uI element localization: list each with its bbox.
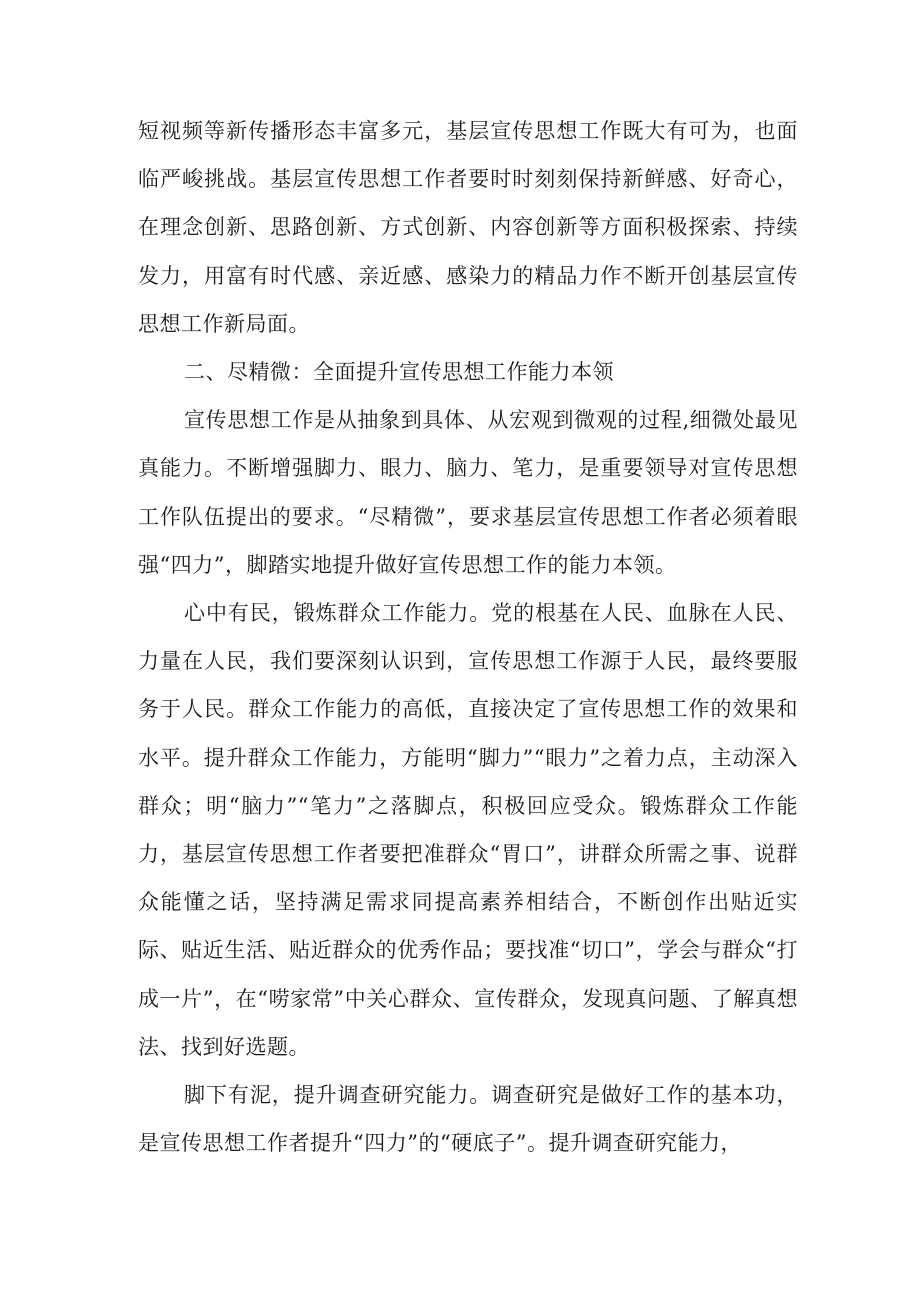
paragraph-precision: 宣传思想工作是从抽象到具体、从宏观到微观的过程,细微处最见真能力。不断增强脚力、眼力、脑力、笔力，是重要领导对宣传思想工作队伍提出的要求。“尽精微”，要求基层宣传思想工作者必须着眼强“四力”，脚踏实地提升做好宣传思想工作的能力本领。 bbox=[138, 408, 798, 577]
document-page bbox=[138, 107, 798, 1167]
paragraph-research: 脚下有泥，提升调查研究能力。调查研究是做好工作的基本功，是宣传思想工作者提升“四力”的“硬底子”。提升调查研究能力， bbox=[138, 1083, 798, 1156]
paragraph-intro-continued: 短视频等新传播形态丰富多元，基层宣传思想工作既大有可为，也面临严峻挑战。基层宣传思想工作者要时时刻刻保持新鲜感、好奇心，在理念创新、思路创新、方式创新、内容创新等方面积极探索、持续发力，用富有时代感、亲近感、感染力的精品力作不断开创基层宣传思想工作新局面。 bbox=[138, 119, 798, 336]
paragraph-mass-work: 心中有民，锻炼群众工作能力。党的根基在人民、血脉在人民、力量在人民，我们要深刻认识到，宣传思想工作源于人民，最终要服务于人民。群众工作能力的高低，直接决定了宣传思想工作的效果和水平。提升群众工作能力，方能明“脚力”“眼力”之着力点，主动深入群众；明“脑力”“笔力”之落脚点，积极回应受众。锻炼群众工作能力，基层宣传思想工作者要把准群众“胃口”，讲群众所需之事、说群众能懂之话，坚持满足需求同提高素养相结合，不断创作出贴近实际、贴近生活、贴近群众的优秀作品；要找准“切口”，学会与群众“打成一片”，在“唠家常”中关心群众、宣传群众，发现真问题、了解真想法、找到好选题。 bbox=[138, 601, 798, 1059]
section-heading-2: 二、尽精微：全面提升宣传思想工作能力本领 bbox=[184, 360, 614, 385]
